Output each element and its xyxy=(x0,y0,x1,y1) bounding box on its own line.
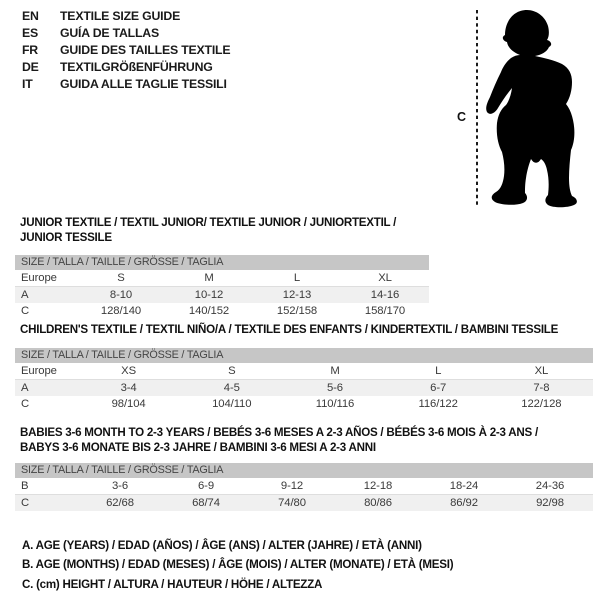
language-row-de xyxy=(22,59,230,76)
cell: 18-24 xyxy=(449,480,479,492)
table-row xyxy=(15,363,593,380)
language-row-en xyxy=(22,8,230,25)
babies-table-title-line-1: BABIES 3-6 MONTH TO 2-3 YEARS / BEBÉS 3-6 MESES A 2-3 AÑOS / BÉBÉS 3-6 MOIS À 2-3 ANS / xyxy=(20,426,538,439)
cell: 8-10 xyxy=(77,287,165,304)
cell: 74/80 xyxy=(249,495,335,512)
cell: 122/128 xyxy=(521,397,562,410)
language-label: TEXTILGRÖßENFÜHRUNG xyxy=(60,60,213,74)
row-label: C xyxy=(15,495,77,512)
language-row-fr xyxy=(22,42,230,59)
cell: M xyxy=(204,272,214,284)
cell: M xyxy=(330,364,340,377)
baby-silhouette-figure xyxy=(440,0,600,215)
language-code: IT xyxy=(22,77,33,91)
cell: L xyxy=(435,364,442,377)
table-row xyxy=(15,303,429,319)
language-label: GUIDE DES TAILLES TEXTILE xyxy=(60,43,231,57)
row-label: A xyxy=(15,287,77,304)
cell: XL xyxy=(378,272,392,284)
height-measure-label: C xyxy=(457,110,467,124)
cell: L xyxy=(293,272,301,284)
size-header-band: SIZE / TALLA / TAILLE / GRÖSSE / TAGLIA xyxy=(15,348,593,363)
size-header-band: SIZE / TALLA / TAILLE / GRÖSSE / TAGLIA xyxy=(15,463,593,478)
cell: 158/170 xyxy=(364,305,406,317)
language-code: FR xyxy=(22,43,38,57)
cell: S xyxy=(228,364,236,377)
cell: 98/104 xyxy=(111,397,146,410)
language-row-es xyxy=(22,25,230,42)
junior-textile-section xyxy=(15,216,429,319)
junior-table-title: JUNIOR TEXTILE / TEXTIL JUNIOR/ TEXTILE JUNIOR / JUNIORTEXTIL / JUNIOR TESSILE xyxy=(20,216,397,244)
cell: S xyxy=(117,272,125,284)
cell: 6-7 xyxy=(387,379,490,396)
measurement-legend xyxy=(22,536,453,594)
legend-line-c: C. (cm) HEIGHT / ALTURA / HAUTEUR / HÖHE / ALTEZZA xyxy=(22,577,323,591)
cell: 104/110 xyxy=(212,397,252,410)
language-code: EN xyxy=(22,9,39,23)
row-label: C xyxy=(21,305,30,317)
cell: 14-16 xyxy=(341,287,429,304)
cell: 152/158 xyxy=(276,305,318,317)
cell: 5-6 xyxy=(283,379,386,396)
babies-size-table xyxy=(15,463,593,511)
row-label: A xyxy=(15,379,77,396)
cell: 10-12 xyxy=(165,287,253,304)
language-label: GUIDA ALLE TAGLIE TESSILI xyxy=(60,77,227,91)
table-row xyxy=(15,396,593,412)
cell: 12-18 xyxy=(363,480,393,492)
table-row xyxy=(15,495,593,512)
cell: 80/86 xyxy=(335,495,421,512)
row-label: Europe xyxy=(21,364,57,377)
cell: 6-9 xyxy=(197,480,215,492)
cell: 62/68 xyxy=(77,495,163,512)
cell: 12-13 xyxy=(253,287,341,304)
size-header-band: SIZE / TALLA / TAILLE / GRÖSSE / TAGLIA xyxy=(15,255,429,270)
legend-line-a: A. AGE (YEARS) / EDAD (AÑOS) / ÂGE (ANS) / ALTER (JAHRE) / ETÀ (ANNI) xyxy=(22,539,422,552)
cell: 68/74 xyxy=(163,495,249,512)
language-row-it xyxy=(22,76,230,93)
legend-line-b: B. AGE (MONTHS) / EDAD (MESES) / ÂGE (MOIS) / ALTER (MONATE) / ETÀ (MESI) xyxy=(22,558,454,572)
language-list xyxy=(22,8,230,93)
junior-size-table xyxy=(15,255,429,319)
cell: 86/92 xyxy=(421,495,507,512)
baby-silhouette xyxy=(486,10,577,207)
cell: 7-8 xyxy=(490,379,593,396)
cell: XL xyxy=(534,364,549,377)
cell: 3-4 xyxy=(77,379,180,396)
cell: 140/152 xyxy=(188,305,230,317)
cell: 3-6 xyxy=(111,480,129,492)
cell: 92/98 xyxy=(507,495,593,512)
babies-table-title-line-2: BABYS 3-6 MONATE BIS 2-3 JAHRE / BAMBINI 3-6 MESI A 2-3 ANNI xyxy=(20,440,376,454)
children-textile-section xyxy=(15,323,593,412)
cell: XS xyxy=(121,364,137,377)
cell: 24-36 xyxy=(535,480,565,492)
language-code: DE xyxy=(22,60,39,74)
row-label: Europe xyxy=(21,272,57,284)
cell: 9-12 xyxy=(280,480,304,492)
babies-textile-section xyxy=(15,426,593,511)
cell: 128/140 xyxy=(100,305,142,317)
children-table-title: CHILDREN'S TEXTILE / TEXTIL NIÑO/A / TEXTILE DES ENFANTS / KINDERTEXTIL / BAMBINI TESSILE xyxy=(20,323,559,336)
language-label: GUÍA DE TALLAS xyxy=(60,26,159,40)
language-code: ES xyxy=(22,26,39,40)
language-label: TEXTILE SIZE GUIDE xyxy=(60,9,181,23)
babies-table-title xyxy=(15,426,593,455)
cell: 116/122 xyxy=(418,397,458,410)
cell: 4-5 xyxy=(180,379,283,396)
table-row xyxy=(15,478,593,495)
row-label: C xyxy=(21,397,30,410)
table-row xyxy=(15,379,593,396)
row-label: B xyxy=(21,480,29,492)
table-row xyxy=(15,270,429,287)
table-row xyxy=(15,287,429,304)
cell: 110/116 xyxy=(315,397,355,410)
children-size-table xyxy=(15,348,593,412)
